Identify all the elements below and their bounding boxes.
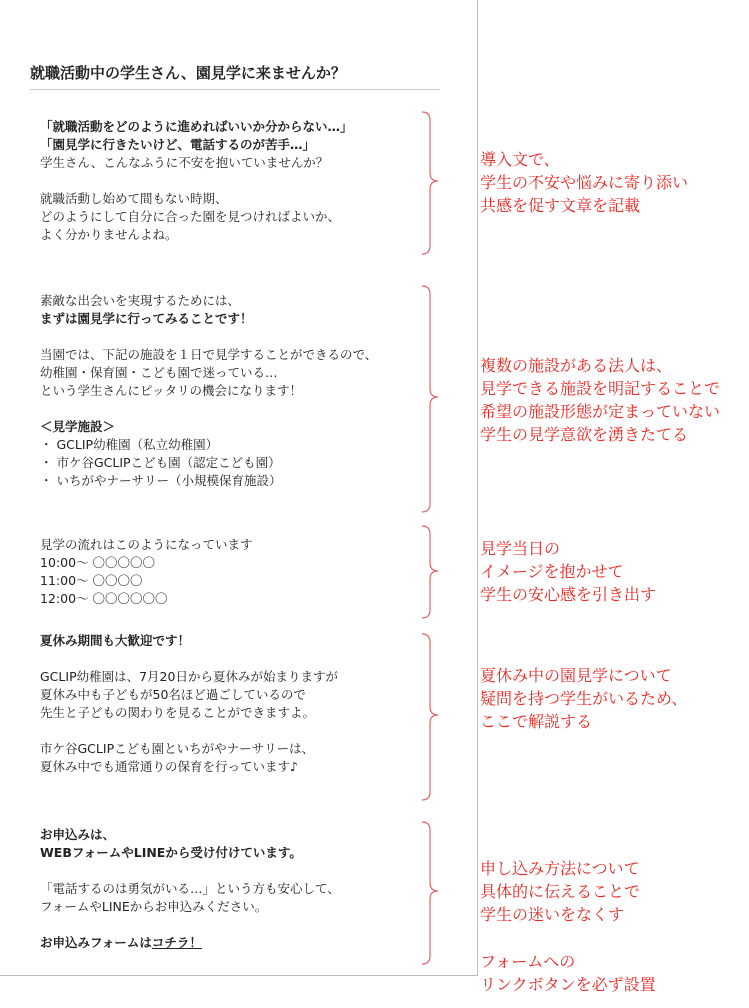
- annotation-schedule: [480, 537, 656, 606]
- bracket-intro: [420, 110, 444, 256]
- intro-section: [40, 118, 353, 244]
- facilities-text-1: 素敵な出会いを実現するためには、: [40, 293, 241, 308]
- bracket-summer: [420, 632, 444, 802]
- summer-heading: 夏休み期間も大歓迎です！: [40, 633, 191, 648]
- annotation-line: フォームへの: [480, 952, 576, 971]
- title-divider: [30, 89, 440, 90]
- apply-text-2: フォームやLINEからお申込みください。: [40, 899, 268, 914]
- annotation-line: イメージを抱かせて: [480, 562, 624, 581]
- facilities-emphasis: まずは園見学に行ってみることです！: [40, 311, 253, 326]
- annotation-link: [480, 950, 656, 996]
- summer-text-1: GCLIP幼稚園は、7月20日から夏休みが始まりますが: [40, 669, 338, 684]
- schedule-section: [40, 536, 253, 608]
- annotation-intro: [480, 148, 688, 217]
- annotation-line: 学生の安心感を引き出す: [480, 585, 657, 604]
- annotation-line: 見学当日の: [480, 539, 561, 558]
- facilities-text-2: 当園では、下記の施設を１日で見学することができるので、: [40, 347, 378, 362]
- annotation-apply: [480, 857, 640, 926]
- annotation-line: 複数の施設がある法人は、: [480, 356, 673, 375]
- summer-text-2: 夏休み中も子どもが50名ほど過ごしているので: [40, 687, 306, 702]
- annotation-line: 共感を促す文章を記載: [480, 196, 641, 215]
- intro-text-1: 就職活動し始めて間もない時期、: [40, 191, 228, 206]
- apply-form-link[interactable]: コチラ！: [151, 935, 202, 950]
- schedule-intro: 見学の流れはこのようになっています: [40, 537, 253, 552]
- bracket-schedule: [420, 524, 444, 620]
- facilities-text-3: 幼稚園・保育園・こども園で迷っている…: [40, 365, 278, 380]
- annotation-line: 学生の迷いをなくす: [480, 905, 625, 924]
- annotation-line: 申し込み方法について: [480, 859, 640, 878]
- annotation-line: 導入文で、: [480, 150, 560, 169]
- annotation-line: リンクボタンを必ず設置: [480, 975, 656, 994]
- apply-form-line: [40, 934, 340, 952]
- annotation-line: 疑問を持つ学生がいるため、: [480, 689, 688, 708]
- annotation-line: 学生の見学意欲を湧きたてる: [480, 425, 689, 444]
- bracket-facilities: [420, 284, 444, 514]
- annotation-summer: [480, 664, 687, 733]
- facilities-text-4: という学生さんにピッタリの機会になります！: [40, 383, 303, 398]
- summer-text-4: 市ケ谷GCLIPこども園といちがやナーサリーは、: [40, 741, 315, 756]
- annotation-line: 希望の施設形態が定まっていない: [480, 402, 721, 421]
- facilities-section: [40, 292, 377, 490]
- annotation-line: 見学できる施設を明記することで: [480, 379, 721, 398]
- annotation-line: 具体的に伝えることで: [480, 882, 641, 901]
- intro-quote-1: 「就職活動をどのように進めればいいか分からない…」: [40, 119, 353, 134]
- facilities-heading: ＜見学施設＞: [40, 419, 116, 434]
- intro-text-3: よく分かりませんよね。: [40, 227, 178, 242]
- apply-text-1: 「電話するのは勇気がいる…」という方も安心して、: [40, 881, 340, 896]
- annotation-line: 夏休み中の園見学について: [480, 666, 672, 685]
- intro-text-2: どのようにして自分に合った園を見つければよいか、: [40, 209, 341, 224]
- schedule-item: 10:00～ 〇〇〇〇〇: [40, 555, 155, 570]
- summer-text-3: 先生と子どもの関わりを見ることができますよ。: [40, 705, 316, 720]
- annotation-line: 学生の不安や悩みに寄り添い: [480, 173, 689, 192]
- apply-heading-2: WEBフォームやLINEから受け付けています。: [40, 845, 302, 860]
- schedule-item: 11:00～ 〇〇〇〇: [40, 573, 143, 588]
- annotation-facilities: [480, 354, 720, 446]
- annotation-line: ここで解説する: [480, 712, 593, 731]
- intro-quote-2: 「園見学に行きたいけど、電話するのが苦手…」: [40, 137, 316, 152]
- summer-text-5: 夏休み中でも通常通りの保育を行っています♪: [40, 759, 298, 774]
- facility-item: ・ いちがやナーサリー（小規模保育施設）: [40, 473, 282, 488]
- intro-question: 学生さん、こんなふうに不安を抱いていませんか？: [40, 155, 329, 170]
- schedule-item: 12:00～ 〇〇〇〇〇〇: [40, 591, 168, 606]
- apply-form-prefix: お申込みフォームは: [40, 935, 152, 950]
- apply-heading-1: お申込みは、: [40, 827, 116, 842]
- bracket-apply: [420, 820, 444, 966]
- facility-item: ・ GCLIP幼稚園（私立幼稚園）: [40, 437, 219, 452]
- summer-section: [40, 632, 338, 776]
- facility-item: ・ 市ケ谷GCLIPこども園（認定こども園）: [40, 455, 281, 470]
- apply-section: [40, 826, 340, 952]
- page-title: 就職活動中の学生さん、園見学に来ませんか？: [30, 64, 346, 82]
